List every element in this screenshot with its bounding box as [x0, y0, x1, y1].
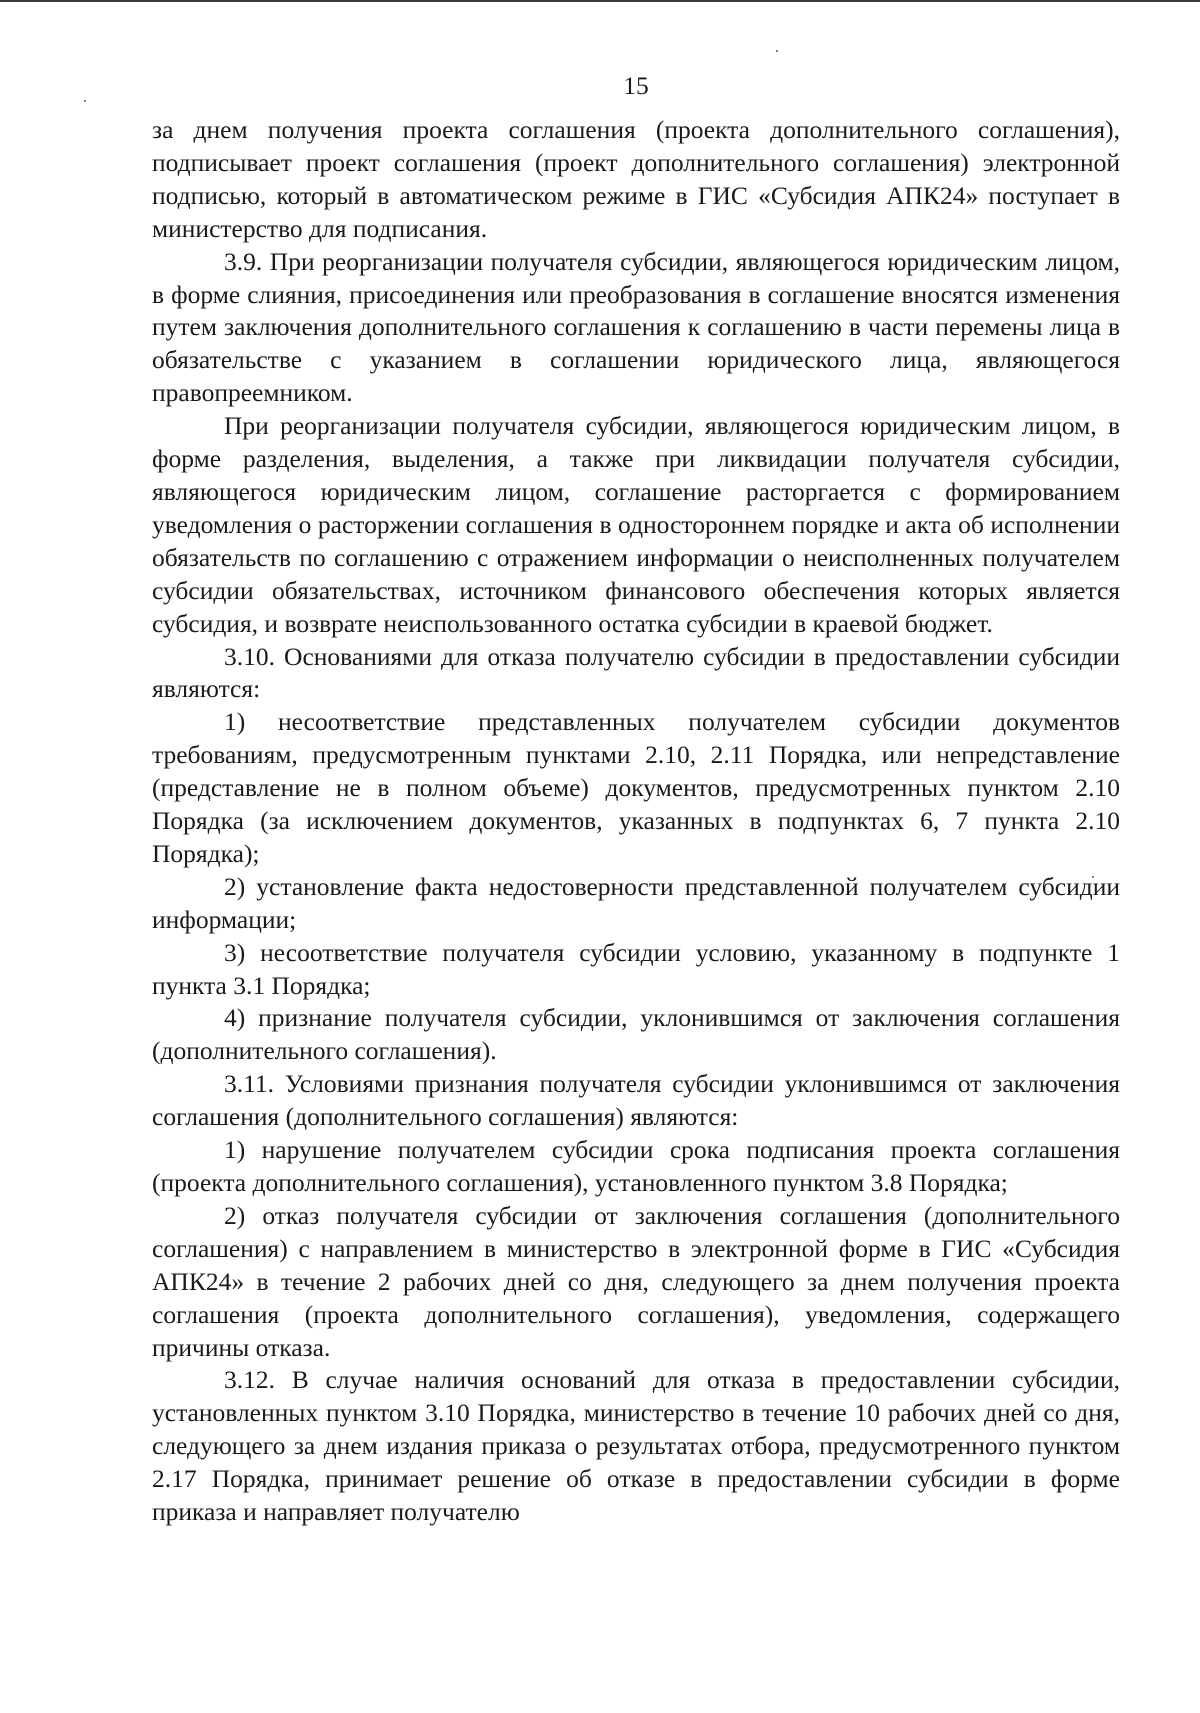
document-page — [152, 70, 1120, 1529]
paragraph-3-11: 3.11. Условиями признания получателя субсидии уклонившимся от заключения соглашения (дополнительного соглашения) являются: — [152, 1069, 1120, 1132]
list-item-3-10-2: 2) установление факта недостоверности представленной получателем субсидии информации; — [152, 871, 1120, 934]
paragraph-3-12: 3.12. В случае наличия оснований для отказа в предоставлении субсидии, установленных пунктом 3.10 Порядка, министерство в течение 10 рабочих дней со дня, следующего за днем издания приказа о результатах отбора, предусмотренного пунктом 2.17 Порядка, принимает решение об отказе в предоставлении субсидии в форме приказа и направляет получателю — [152, 1365, 1120, 1527]
list-item-3-11-2: 2) отказ получателя субсидии от заключения соглашения (дополнительного соглашения) с направлением в министерство в электронной форме в ГИС «Субсидия АПК24» в течение 2 рабочих дней со дня, следующего за днем получения проекта соглашения (проекта дополнительного соглашения), уведомления, содержащего причины отказа. — [152, 1200, 1120, 1362]
paragraph-reorganization: При реорганизации получателя субсидии, являющегося юридическим лицом, в форме разделения, выделения, а также при ликвидации получателя субсидии, являющегося юридическим лицом, соглашение расторгается с формированием уведомления о расторжении соглашения в одностороннем порядке и акта об исполнении обязательств по соглашению с отражением информации о неисполненных получателем субсидии обязательствах, источником финансового обеспечения которых является субсидия, и возврате неиспользованного остатка субсидии в краевой бюджет. — [152, 411, 1120, 638]
paragraph-3-9: 3.9. При реорганизации получателя субсидии, являющегося юридическим лицом, в форме слияния, присоединения или преобразования в соглашение вносятся изменения путем заключения дополнительного соглашения к соглашению в части перемены лица в обязательстве с указанием в соглашении юридического лица, являющегося правопреемником. — [152, 246, 1120, 408]
paragraph-continuation: за днем получения проекта соглашения (проекта дополнительного соглашения), подписывает проект соглашения (проект дополнительного соглашения) электронной подписью, который в автоматическом режиме в ГИС «Субсидия АПК24» поступает в министерство для подписания. — [152, 115, 1120, 243]
list-item-3-10-3: 3) несоответствие получателя субсидии условию, указанному в подпункте 1 пункта 3.1 Порядка; — [152, 937, 1120, 1000]
scan-edge — [0, 0, 1200, 2]
list-item-3-10-1: 1) несоответствие представленных получателем субсидии документов требованиям, предусмотренным пунктами 2.10, 2.11 Порядка, или непредставление (представление не в полном объеме) документов, предусмотренных пунктом 2.10 Порядка (за исключением документов, указанных в подпунктах 6, 7 пункта 2.10 Порядка); — [152, 707, 1120, 868]
list-item-3-10-4: 4) признание получателя субсидии, уклонившимся от заключения соглашения (дополнительного соглашения). — [152, 1003, 1120, 1066]
page-number: 15 — [623, 71, 649, 100]
scan-speck — [776, 50, 778, 52]
list-item-3-11-1: 1) нарушение получателем субсидии срока подписания проекта соглашения (проекта дополнительного соглашения), установленного пунктом 3.8 Порядка; — [152, 1135, 1120, 1197]
scan-speck — [84, 100, 86, 102]
paragraph-3-10: 3.10. Основаниями для отказа получателю субсидии в предоставлении субсидии являются: — [152, 641, 1120, 704]
